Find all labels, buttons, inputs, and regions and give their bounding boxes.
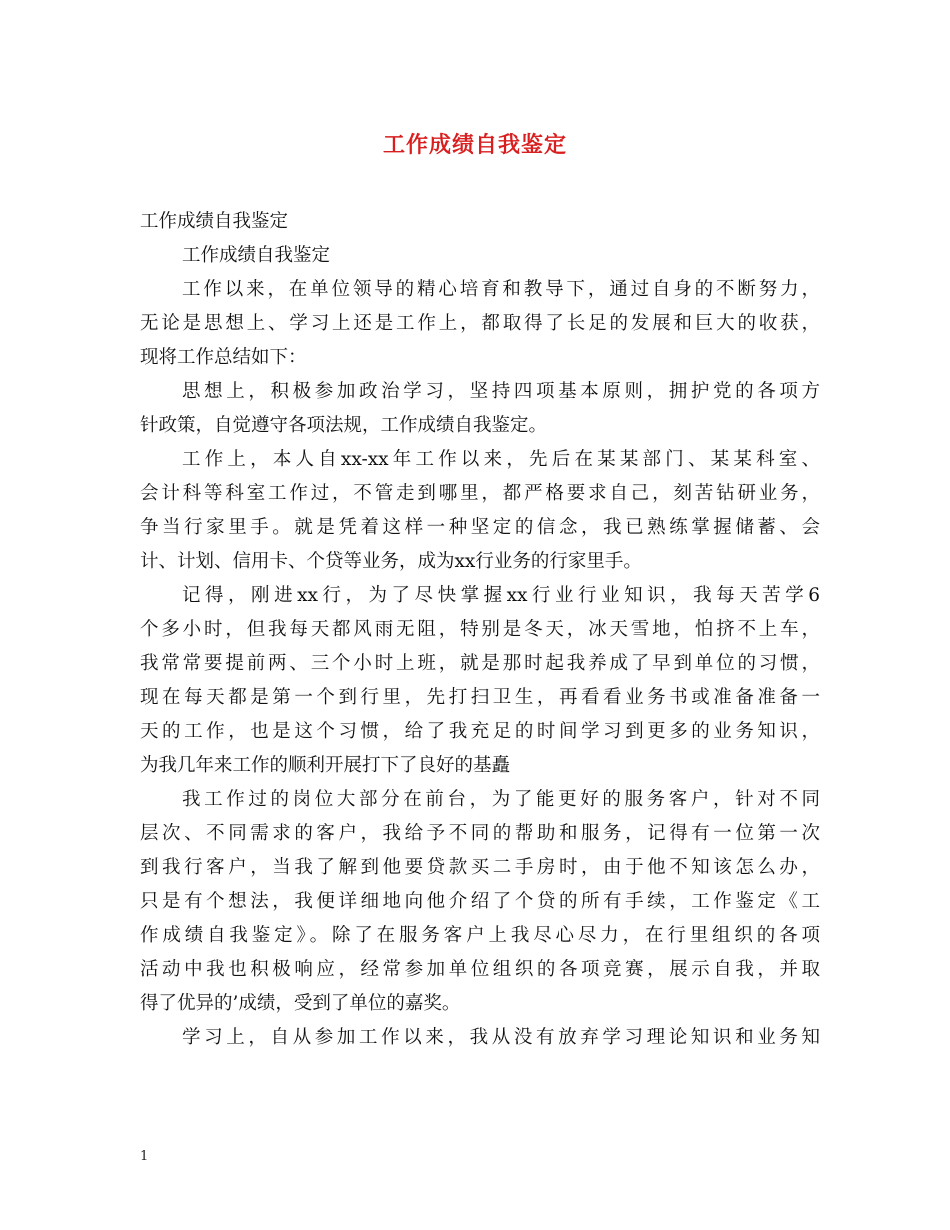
paragraph-line: 个多小时，但我每天都风雨无阻，特别是冬天，冰天雪地，怕挤不上车， bbox=[140, 619, 820, 640]
paragraph-line: 争当行家里手。就是凭着这样一种坚定的信念，我已熟练掌握储蓄、会 bbox=[140, 517, 820, 538]
document-heading: 工作成绩自我鉴定 bbox=[140, 211, 289, 232]
paragraph-line: 现将工作总结如下： bbox=[140, 347, 307, 368]
paragraph-line: 得了优异的’成绩，受到了单位的嘉奖。 bbox=[140, 993, 461, 1014]
paragraph-line: 会计科等科室工作过，不管走到哪里，都严格要求自己，刻苦钻研业务， bbox=[140, 483, 820, 504]
paragraph-line: 为我几年来工作的顺利开展打下了良好的基矗 bbox=[140, 755, 511, 776]
paragraph-line: 记得，刚进xx行，为了尽快掌握xx行业行业知识，我每天苦学6 bbox=[182, 585, 820, 606]
paragraph-line: 只是有个想法，我便详细地向他介绍了个贷的所有手续，工作鉴定《工 bbox=[140, 891, 820, 912]
paragraph-line: 天的工作，也是这个习惯，给了我充足的时间学习到更多的业务知识， bbox=[140, 721, 820, 742]
document-subheading: 工作成绩自我鉴定 bbox=[182, 245, 331, 266]
paragraph-line: 我工作过的岗位大部分在前台，为了能更好的服务客户，针对不同 bbox=[182, 789, 820, 810]
paragraph-line: 无论是思想上、学习上还是工作上，都取得了长足的发展和巨大的收获， bbox=[140, 313, 820, 334]
page-number: 1 bbox=[140, 1149, 149, 1164]
document-title: 工作成绩自我鉴定 bbox=[382, 132, 567, 158]
paragraph-line: 学习上，自从参加工作以来，我从没有放弃学习理论知识和业务知 bbox=[182, 1027, 820, 1048]
paragraph-line: 活动中我也积极响应，经常参加单位组织的各项竞赛，展示自我，并取 bbox=[140, 959, 820, 980]
paragraph-line: 到我行客户，当我了解到他要贷款买二手房时，由于他不知该怎么办， bbox=[140, 857, 820, 878]
paragraph-line: 针政策，自觉遵守各项法规，工作成绩自我鉴定。 bbox=[140, 415, 548, 436]
paragraph-line: 工作以来，在单位领导的精心培育和教导下，通过自身的不断努力， bbox=[182, 279, 820, 300]
paragraph-line: 计、计划、信用卡、个贷等业务，成为xx行业务的行家里手。 bbox=[140, 551, 642, 572]
paragraph-line: 工作上，本人自xx-xx年工作以来，先后在某某部门、某某科室、 bbox=[182, 449, 820, 470]
paragraph-line: 我常常要提前两、三个小时上班，就是那时起我养成了早到单位的习惯， bbox=[140, 653, 820, 674]
paragraph-line: 现在每天都是第一个到行里，先打扫卫生，再看看业务书或准备准备一 bbox=[140, 687, 820, 708]
paragraph-line: 思想上，积极参加政治学习，坚持四项基本原则，拥护党的各项方 bbox=[182, 381, 820, 402]
paragraph-line: 层次、不同需求的客户，我给予不同的帮助和服务，记得有一位第一次 bbox=[140, 823, 820, 844]
paragraph-line: 作成绩自我鉴定》。除了在服务客户上我尽心尽力，在行里组织的各项 bbox=[140, 925, 820, 946]
document-body bbox=[140, 205, 820, 1055]
